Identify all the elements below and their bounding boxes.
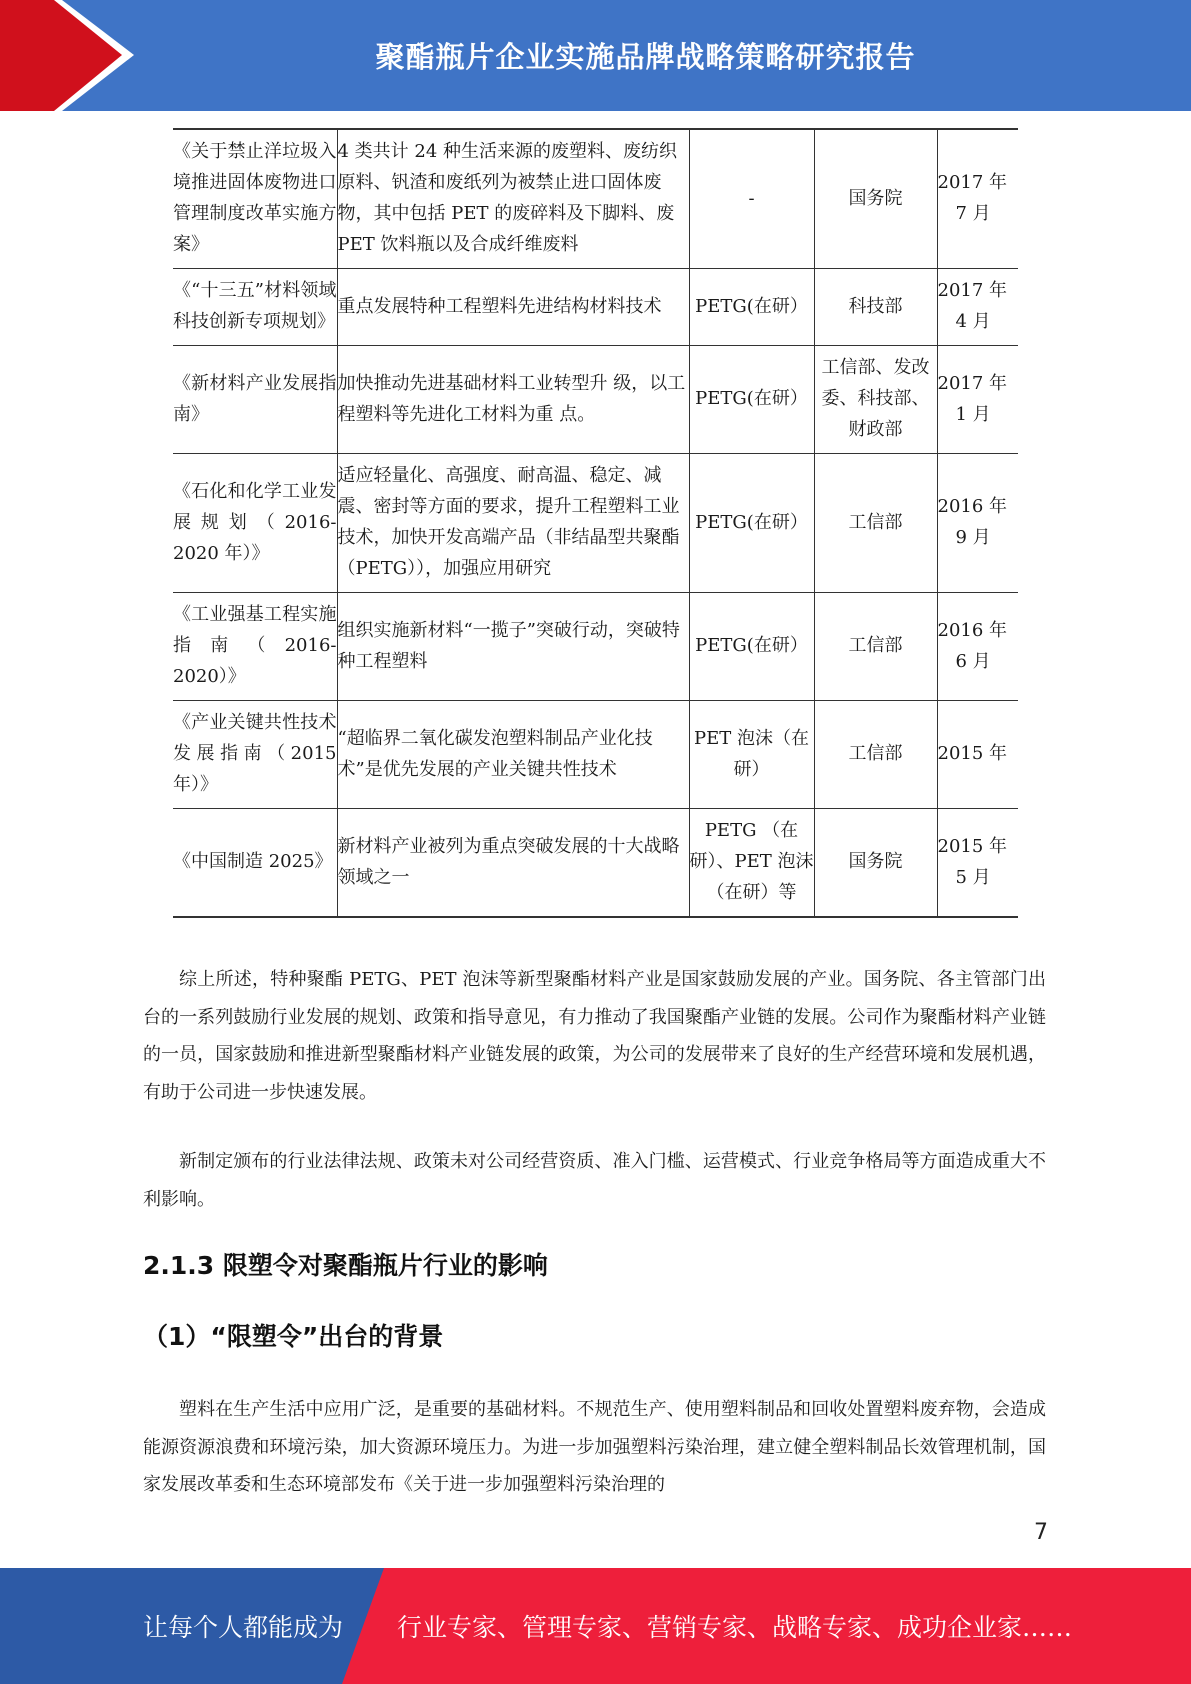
- issue-date-cell: [937, 701, 1018, 809]
- issuing-department-cell: 工信部: [814, 454, 937, 593]
- policy-name-cell: 《石化和化学工业发展规划（2016-2020 年）》: [173, 454, 337, 593]
- policy-content-cell: 新材料产业被列为重点突破发展的十大战略领域之一: [337, 809, 689, 918]
- paragraph-summary: 综上所述，特种聚酯 PETG、PET 泡沫等新型聚酯材料产业是国家鼓励发展的产业。国务院、各主管部门出台的一系列鼓励行业发展的规划、政策和指导意见，有力推动了我国聚酯产业链的发展。公司作为聚酯材料产业链的一员，国家鼓励和推进新型聚酯材料产业链发展的政策，为公司的发展带来了良好的生产经营环境和发展机遇，有助于公司进一步快速发展。: [143, 969, 1046, 1103]
- related-product-cell: PETG （在研）、PET 泡沫（在研）等: [689, 809, 814, 918]
- footer-slogan-left: 让每个人都能成为: [143, 1613, 344, 1642]
- table-row: [173, 346, 1018, 454]
- paragraph-impact: 新制定颁布的行业法律法规、政策未对公司经营资质、准入门槛、运营模式、行业竞争格局等方面造成重大不利影响。: [143, 1151, 1046, 1210]
- policy-name-cell: 《产业关键共性技术发展指南（2015 年）》: [173, 701, 337, 809]
- issuing-department-cell: 工信部: [814, 701, 937, 809]
- issue-year: 2017 年: [937, 280, 1008, 301]
- policy-name-cell: 《关于禁止洋垃圾入境推进固体废物进口管理制度改革实施方 案》: [173, 129, 337, 269]
- policy-content-cell: 加快推动先进基础材料工业转型升 级，以工程塑料等先进化工材料为重 点。: [337, 346, 689, 454]
- chevron-arrow-icon: [0, 0, 150, 111]
- issue-date-cell: [937, 593, 1018, 701]
- table-row: [173, 593, 1018, 701]
- table-row: [173, 809, 1018, 918]
- issue-month: 1 月: [955, 403, 991, 425]
- policy-content-cell: “超临界二氧化碳发泡塑料制品产业化技术”是优先发展的产业关键共性技术: [337, 701, 689, 809]
- issue-year: 2017 年: [937, 172, 1008, 193]
- issue-date-cell: [937, 346, 1018, 454]
- policy-content-cell: 组织实施新材料“一揽子”突破行动，突破特种工程塑料: [337, 593, 689, 701]
- page-number: 7: [1034, 1520, 1048, 1545]
- table-row: [173, 454, 1018, 593]
- issue-year: 2017 年: [937, 372, 1008, 394]
- related-product-cell: PETG(在研）: [689, 346, 814, 454]
- issuing-department-cell: 工信部: [814, 593, 937, 701]
- policy-name-cell: 《“十三五”材料领域科技创新专项规划》: [173, 269, 337, 346]
- table-row: [173, 701, 1018, 809]
- issue-month: 7 月: [955, 203, 991, 224]
- issue-date-cell: [937, 809, 1018, 918]
- related-product-cell: -: [689, 129, 814, 269]
- issue-year: 2016 年: [937, 619, 1008, 641]
- issue-month: 5 月: [955, 866, 991, 888]
- page-header: [0, 0, 1191, 111]
- issue-month: 9 月: [955, 527, 991, 548]
- policy-name-cell: 《新材料产业发展指南》: [173, 346, 337, 454]
- table-row: [173, 129, 1018, 269]
- issuing-department-cell: 工信部、发改委、科技部、财政部: [814, 346, 937, 454]
- policy-table: [173, 128, 1018, 918]
- related-product-cell: PETG(在研）: [689, 269, 814, 346]
- policy-content-cell: 适应轻量化、高强度、耐高温、稳定、减震、密封等方面的要求，提升工程塑料工业技术，加快开发高端产品（非结晶型共聚酯（PETG）），加强应用研究: [337, 454, 689, 593]
- issue-year: 2015 年: [937, 835, 1008, 857]
- paragraph-background: 塑料在生产生活中应用广泛，是重要的基础材料。不规范生产、使用塑料制品和回收处置塑料废弃物，会造成能源资源浪费和环境污染，加大资源环境压力。为进一步加强塑料污染治理，建立健全塑料制品长效管理机制，国家发展改革委和生态环境部发布《关于进一步加强塑料污染治理的: [143, 1399, 1046, 1495]
- subsection-heading: （1）“限塑令”出台的背景: [143, 1322, 444, 1351]
- issuing-department-cell: 国务院: [814, 809, 937, 918]
- table-row: [173, 269, 1018, 346]
- issue-date-cell: [937, 269, 1018, 346]
- page-footer: [0, 1568, 1191, 1684]
- related-product-cell: PETG(在研）: [689, 454, 814, 593]
- issuing-department-cell: 国务院: [814, 129, 937, 269]
- issue-month: 6 月: [955, 650, 991, 672]
- footer-slogan-right: 行业专家、管理专家、营销专家、战略专家、成功企业家……: [397, 1613, 1073, 1642]
- issue-date-cell: [937, 129, 1018, 269]
- section-heading: 2.1.3 限塑令对聚酯瓶片行业的影响: [143, 1251, 548, 1280]
- issue-month: 4 月: [955, 311, 991, 332]
- issue-date-cell: [937, 454, 1018, 593]
- issue-year: 2015 年: [937, 743, 1008, 764]
- related-product-cell: PET 泡沫（在研）: [689, 701, 814, 809]
- issuing-department-cell: 科技部: [814, 269, 937, 346]
- policy-name-cell: 《工业强基工程实施指南（2016-2020）》: [173, 593, 337, 701]
- issue-year: 2016 年: [937, 496, 1008, 517]
- related-product-cell: PETG(在研）: [689, 593, 814, 701]
- policy-name-cell: 《中国制造 2025》: [173, 809, 337, 918]
- policy-content-cell: 重点发展特种工程塑料先进结构材料技术: [337, 269, 689, 346]
- policy-content-cell: 4 类共计 24 种生活来源的废塑料、废纺织原料、钒渣和废纸列为被禁止进口固体废物，其中包括 PET 的废碎料及下脚料、废 PET 饮料瓶以及合成纤维废料: [337, 129, 689, 269]
- report-title: 聚酯瓶片企业实施品牌战略策略研究报告: [375, 40, 916, 74]
